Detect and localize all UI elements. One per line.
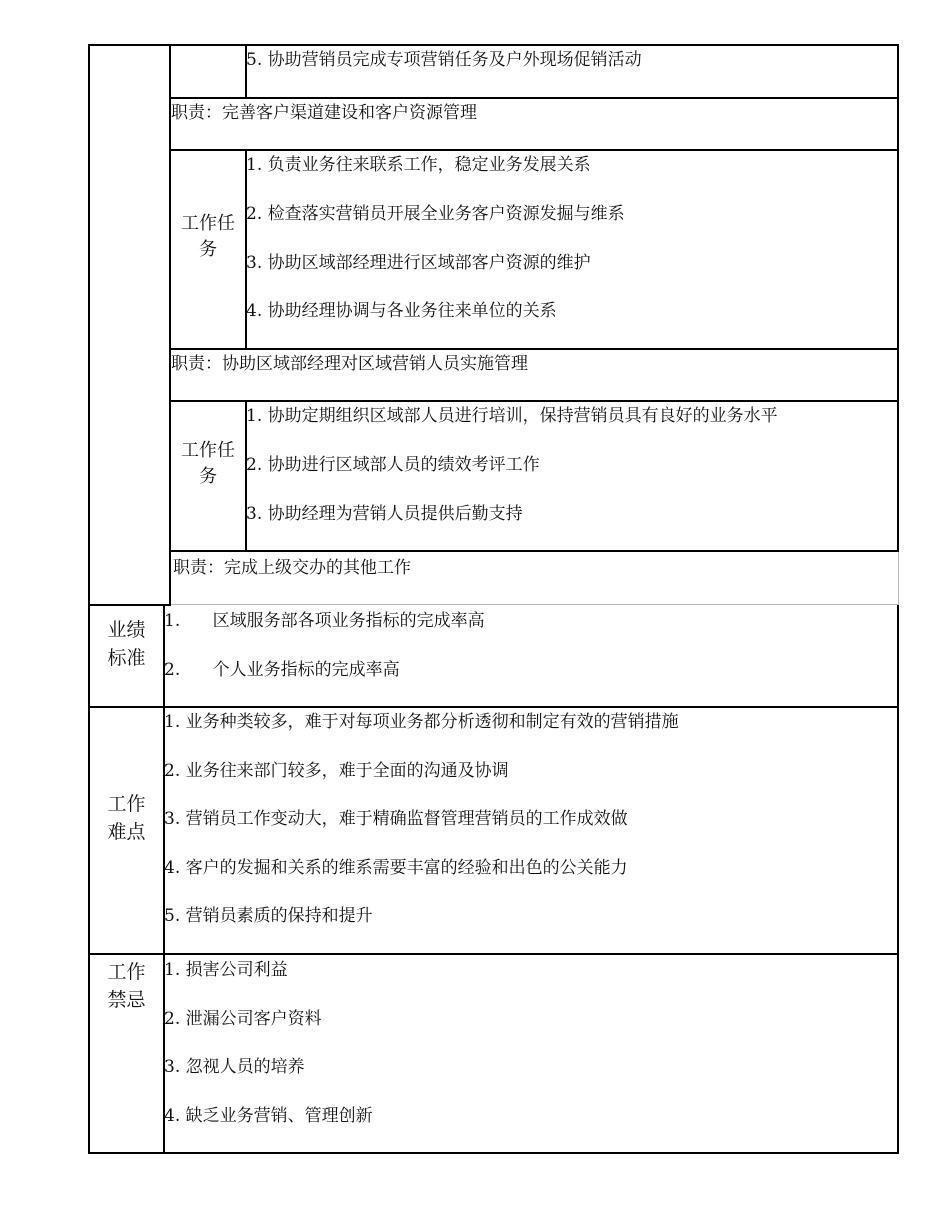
row-rule-3 [169, 348, 899, 350]
row-rule-2 [169, 149, 899, 151]
difficulty-item: 1. 业务种类较多，难于对每项业务都分析透彻和制定有效的营销措施 [164, 712, 679, 732]
row-rule-6-left [88, 604, 171, 606]
table-border-right [897, 44, 899, 552]
row-rule-7 [88, 706, 899, 708]
task-item: 3. 协助经理为营销人员提供后勤支持 [246, 504, 523, 524]
label-column-divider-upper [169, 44, 171, 606]
task-item: 2. 检查落实营销员开展全业务客户资源发掘与维系 [246, 204, 625, 224]
row-rule-5 [169, 550, 899, 552]
task-label: 工作任 务 [181, 213, 235, 260]
task-item: 1. 协助定期组织区域部人员进行培训，保持营销员具有良好的业务水平 [246, 406, 778, 426]
prohibitions-label: 工作 禁忌 [107, 961, 146, 1011]
prohibition-item: 3. 忽视人员的培养 [164, 1057, 305, 1077]
duty-text: 职责：完善客户渠道建设和客户资源管理 [171, 103, 477, 123]
task-item: 5. 协助营销员完成专项营销任务及户外现场促销活动 [246, 50, 642, 70]
difficulty-item: 2. 业务往来部门较多，难于全面的沟通及协调 [164, 761, 509, 781]
difficulties-label: 工作 难点 [107, 793, 146, 843]
task-item: 2. 协助进行区域部人员的绩效考评工作 [246, 455, 540, 475]
task-item: 3. 协助区域部经理进行区域部客户资源的维护 [246, 253, 591, 273]
row-rule-4 [169, 400, 899, 402]
task-label: 工作任 务 [181, 440, 235, 487]
duty-text: 职责：完成上级交办的其他工作 [173, 558, 411, 578]
table-border-bottom [88, 1152, 899, 1154]
row-rule-8 [88, 953, 899, 955]
duty-text: 职责：协助区域部经理对区域营销人员实施管理 [171, 354, 528, 374]
task-item: 1. 负责业务往来联系工作，稳定业务发展关系 [246, 155, 591, 175]
performance-item: 2. 个人业务指标的完成率高 [164, 660, 400, 680]
prohibition-item: 2. 泄漏公司客户资料 [164, 1009, 322, 1029]
difficulty-item: 5. 营销员素质的保持和提升 [164, 906, 373, 926]
row-rule-6 [169, 604, 899, 605]
table-border-right-lower [897, 604, 899, 1154]
difficulty-item: 3. 营销员工作变动大，难于精确监督管理营销员的工作成效做 [164, 809, 628, 829]
difficulty-item: 4. 客户的发掘和关系的维系需要丰富的经验和出色的公关能力 [164, 858, 628, 878]
performance-label: 业绩 标准 [107, 619, 146, 669]
prohibition-item: 1. 损害公司利益 [164, 960, 288, 980]
row-rule-1 [169, 97, 899, 99]
table-border-right-faint [898, 552, 899, 604]
performance-item: 1. 区域服务部各项业务指标的完成率高 [164, 611, 485, 631]
prohibition-item: 4. 缺乏业务营销、管理创新 [164, 1106, 373, 1126]
table-border-top [88, 44, 899, 46]
task-item: 4. 协助经理协调与各业务往来单位的关系 [246, 301, 557, 321]
